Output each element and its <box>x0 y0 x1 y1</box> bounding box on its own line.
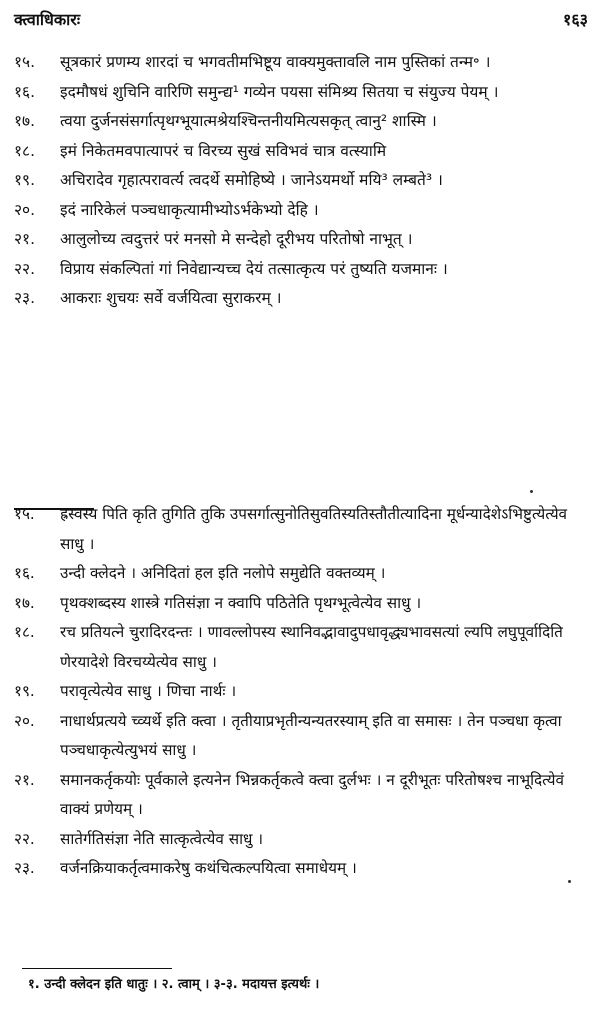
exercise-item <box>14 48 588 78</box>
exercise-text: आकराः शुचयः सर्वे वर्जयित्वा सुराकरम् । <box>60 289 282 307</box>
note-text: ह्रस्वस्य पिति कृति तुगिति तुकि उपसर्गात्सुनोतिसुवतिस्यतिस्तौतीत्यादिना मूर्धन्यादेशेऽभिष्टुत्येत्येव साधु । <box>60 505 568 553</box>
note-text: परावृत्येत्येव साधु । णिचा नार्थः । <box>60 682 237 700</box>
exercise-number: २२. <box>14 259 36 278</box>
exercise-item <box>14 196 588 226</box>
exercise-item <box>14 78 588 108</box>
exercise-text: आलुलोच्य त्वदुत्तरं परं मनसो मे सन्देहो दूरीभय परितोषो नाभूत् । <box>60 230 413 248</box>
exercise-number: १५. <box>14 53 36 71</box>
exercise-item <box>14 225 588 255</box>
note-item <box>14 766 588 825</box>
note-text: सातेर्गतिसंज्ञा नेति सात्कृत्वेत्येव साधु । <box>60 829 264 848</box>
note-number: १६. <box>14 564 35 582</box>
exercise-item <box>14 255 588 285</box>
exercise-number: १८. <box>14 141 36 160</box>
note-item <box>14 500 588 559</box>
note-number: २२. <box>14 829 35 848</box>
exercise-text: त्वया दुर्जनसंसर्गात्पृथग्भूयात्मश्रेयश्चिन्तनीयमित्यसकृत् त्वानु² शास्मि । <box>60 112 437 130</box>
note-text: समानकर्तृकयोः पूर्वकाले इत्यनेन भिन्नकर्तृकत्वे क्त्वा दुर्लभः । न दूरीभूतः परितोषश्च नाभूदित्येवं वाक्यं प्रणेयम् । <box>60 770 564 818</box>
note-text: नाधार्थप्रत्यये च्व्यर्थे इति क्त्वा । तृतीयाप्रभृतीन्यन्यतरस्याम् इति वा समासः । तेन पञ्चधा कृत्वा पञ्चधाकृत्येत्युभयं साधु । <box>60 711 562 759</box>
note-number: २०. <box>14 711 35 730</box>
note-text: रच प्रतियत्ने चुरादिरदन्तः । णावल्लोपस्य स्थानिवद्भावादुपधावृद्ध्यभावसत्यां ल्यपि लघुपूर्वादिति णेरयादेशे विरचय्येत्येव साधु । <box>60 623 563 671</box>
ink-speck <box>568 880 571 883</box>
exercise-list <box>14 48 588 314</box>
note-text: पृथक्शब्दस्य शास्त्रे गतिसंज्ञा न क्वापि पठितेति पृथग्भूत्वेत्येव साधु । <box>60 593 422 612</box>
exercise-text: इदं नारिकेलं पञ्चधाकृत्यामीभ्योऽर्भकेभ्यो देहि । <box>60 200 319 219</box>
note-number: १८. <box>14 623 35 641</box>
note-item <box>14 707 588 766</box>
note-item <box>14 854 588 884</box>
exercise-text: विप्राय संकल्पितां गां निवेद्यान्यच्च देयं तत्सात्कृत्य परं तुष्यति यजमानः । <box>60 259 448 278</box>
note-item <box>14 589 588 619</box>
exercise-number: २३. <box>14 289 36 307</box>
exercise-text: इदमौषधं शुचिनि वारिणि समुन्द्य¹ गव्येन पयसा संमिश्र्य सितया च संयुज्य पेयम् । <box>60 82 499 101</box>
ink-speck <box>530 490 533 493</box>
exercise-number: १९. <box>14 171 36 189</box>
exercise-text: सूत्रकारं प्रणम्य शारदां च भगवतीमभिष्टूय वाक्यमुक्तावलि नाम पुस्तिकां तन्म॰ । <box>60 53 491 71</box>
note-text: उन्दी क्लेदने । अनिदितां हल इति नलोपे समुद्येति वक्तव्यम् । <box>60 564 386 582</box>
chapter-title: क्त्वाधिकारः <box>14 10 81 29</box>
note-item <box>14 618 588 677</box>
exercise-item <box>14 284 588 314</box>
page-header <box>14 6 588 32</box>
note-number: २१. <box>14 770 35 789</box>
note-item <box>14 559 588 589</box>
exercise-number: १७. <box>14 112 36 130</box>
note-number: १७. <box>14 593 35 612</box>
exercise-item <box>14 166 588 196</box>
exercise-item <box>14 137 588 167</box>
exercise-item <box>14 107 588 137</box>
note-number: २३. <box>14 859 35 877</box>
exercise-number: २०. <box>14 200 36 219</box>
exercise-number: २१. <box>14 230 36 248</box>
note-text: वर्जनक्रियाकर्तृत्वमाकरेषु कथंचित्कल्पयित्वा समाधेयम् । <box>60 859 357 877</box>
note-item <box>14 825 588 855</box>
exercise-text: इमं निकेतमवपात्यापरं च विरच्य सुखं सविभवं चात्र वत्स्यामि <box>60 141 387 160</box>
footnote: १. उन्दी क्लेदन इति धातुः । २. त्वाम् । ३-३. मदायत्त इत्यर्थः । <box>28 977 320 992</box>
note-item <box>14 677 588 707</box>
footnote-divider <box>22 968 172 969</box>
page-number: १६३ <box>563 10 588 29</box>
exercise-number: १६. <box>14 82 36 101</box>
notes-list <box>14 500 588 884</box>
exercise-text: अचिरादेव गृहात्परावर्त्य त्वदर्थे समोहिष्ये । जानेऽयमर्थो मयि³ लम्बते³ । <box>60 171 443 189</box>
note-number: १५. <box>14 505 35 523</box>
note-number: १९. <box>14 682 35 700</box>
